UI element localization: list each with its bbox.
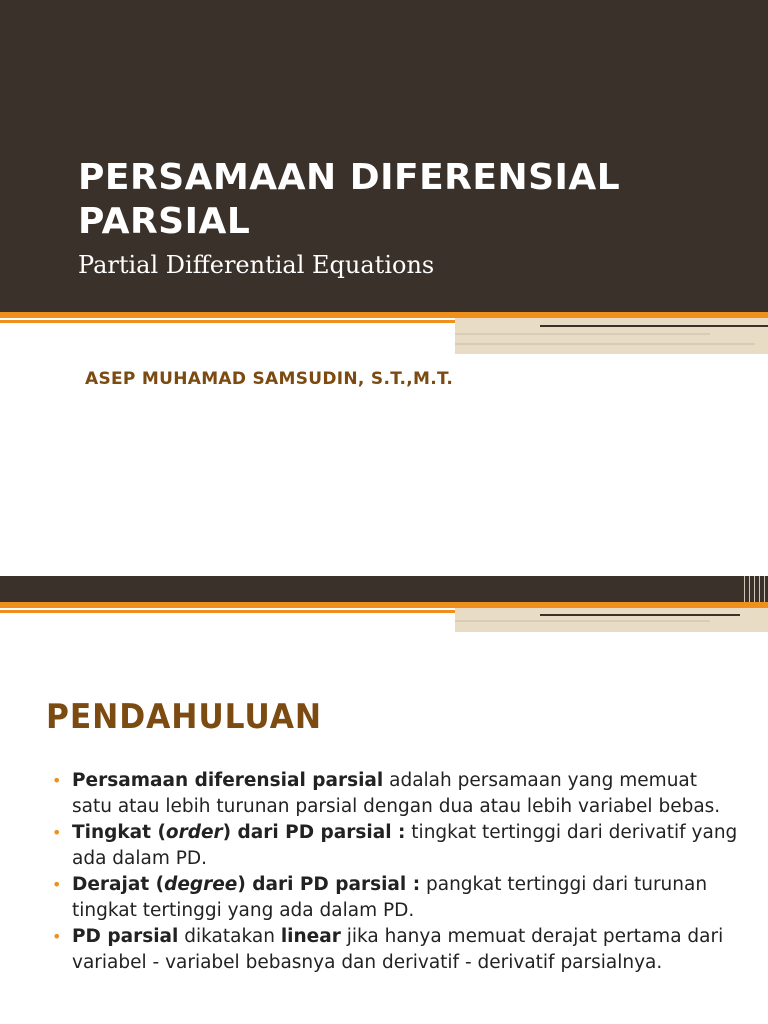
list-item xyxy=(52,872,742,924)
term: Persamaan diferensial parsial xyxy=(72,770,384,791)
term: linear xyxy=(280,926,341,947)
stripe-dark-line xyxy=(540,614,740,616)
content-slide xyxy=(0,576,768,1024)
definition: dikatakan xyxy=(178,926,281,947)
definition: jika hanya memuat derajat pertama dari variabel - variabel bebasnya dan derivatif - derivatif parsialnya. xyxy=(72,926,724,973)
slide-subtitle: Partial Differential Equations xyxy=(78,251,435,279)
term-italic: degree xyxy=(164,874,238,895)
stripe-line xyxy=(455,620,710,622)
list-item xyxy=(52,820,742,872)
bullet-dot-icon: • xyxy=(52,823,62,842)
term: ) dari PD parsial : xyxy=(222,822,406,843)
bullet-dot-icon: • xyxy=(52,927,62,946)
term-italic: order xyxy=(165,822,223,843)
term: ) dari PD parsial : xyxy=(237,874,421,895)
stripe-line xyxy=(455,333,710,335)
stripe-dark-line xyxy=(540,325,768,327)
bullet-dot-icon: • xyxy=(52,875,62,894)
definition: tingkat tertinggi dari derivatif yang ada dalam PD. xyxy=(72,822,738,869)
section-title: PENDAHULUAN xyxy=(46,697,322,737)
term: Tingkat ( xyxy=(72,822,166,843)
slide-title: PERSAMAAN DIFERENSIAL PARSIAL xyxy=(78,157,621,242)
list-item xyxy=(52,768,742,820)
bullet-list xyxy=(52,768,742,976)
header-band xyxy=(0,576,768,602)
term: PD parsial xyxy=(72,926,179,947)
definition: adalah persamaan yang memuat satu atau lebih turunan parsial dengan dua atau lebih variabel bebas. xyxy=(72,770,721,817)
stripe-block xyxy=(455,318,768,354)
stripe-line xyxy=(455,343,755,345)
list-item xyxy=(52,924,742,976)
author-name: ASEP MUHAMAD SAMSUDIN, S.T.,M.T. xyxy=(85,369,454,389)
bullet-dot-icon: • xyxy=(52,771,62,790)
term: Derajat ( xyxy=(72,874,165,895)
definition: pangkat tertinggi dari turunan tingkat tertinggi yang ada dalam PD. xyxy=(72,874,708,921)
